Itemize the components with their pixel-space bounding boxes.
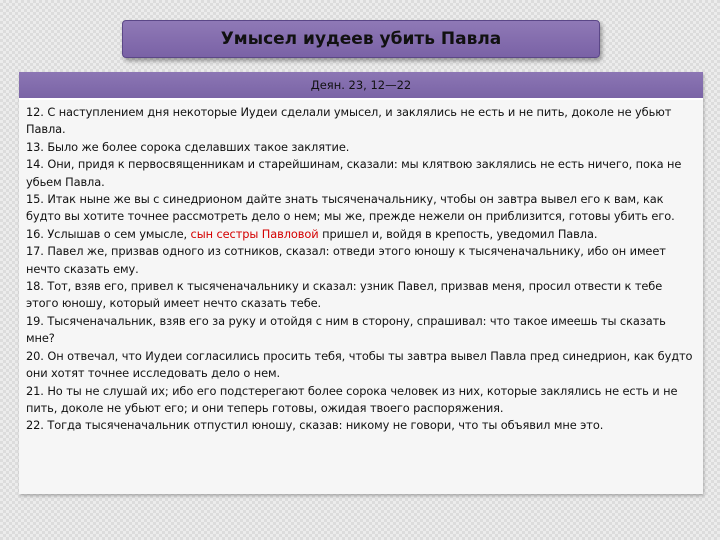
verse-14: 14. Они, придя к первосвященникам и старейшинам, сказали: мы клятвою заклялись не есть ничего, пока не убьем Павла. (26, 157, 682, 189)
verse-16-text-start: 16. Услышав о сем умысле, (26, 226, 191, 241)
verse-16 (26, 226, 695, 243)
verse-20: 20. Он отвечал, что Иудеи согласились просить тебя, чтобы ты завтра вывел Павла пред синедрион, как будто они хотят точнее исследовать дело о нем. (26, 348, 693, 381)
scripture-reference: Деян. 23, 12—22 (310, 78, 412, 92)
verse-17: 17. Павел же, призвав одного из сотников, сказал: отведи этого юношу к тысяченачальнику, ибо он имеет нечто сказать ему. (26, 244, 666, 276)
page-title: Умысел иудеев убить Павла (220, 29, 502, 49)
verse-21: 21. Но ты не слушай их; ибо его подстерегают более сорока человек из них, которые заклялись не есть и не пить, доколе не убьют его; и они теперь готовы, ожидая твоего распоряжения. (26, 383, 678, 415)
reference-bar (19, 72, 703, 100)
title-banner (122, 20, 600, 58)
verse-19: 19. Тысяченачальник, взяв его за руку и отойдя с ним в сторону, спрашивал: что такое имеешь ты сказать мне? (26, 313, 666, 346)
verse-15: 15. Итак ныне же вы с синедрионом дайте знать тысяченачальнику, чтобы он завтра вывел его к вам, как будто вы хотите точнее рассмотреть дело о нем; мы же, прежде нежели он приблизится, готовы убить его. (26, 192, 675, 224)
highlighted-phrase: сын сестры Павловой (190, 226, 319, 241)
verse-16-text-end: пришел и, войдя в крепость, уведомил Павла. (318, 226, 598, 241)
verse-list (19, 100, 703, 435)
verse-22: 22. Тогда тысяченачальник отпустил юношу, сказав: никому не говори, что ты объявил мне это. (26, 418, 604, 433)
verse-12: 12. С наступлением дня некоторые Иудеи сделали умысел, и заклялись не есть и не пить, доколе не убьют Павла. (26, 105, 672, 137)
verse-13: 13. Было же более сорока сделавших такое заклятие. (26, 139, 350, 154)
verse-18: 18. Тот, взяв его, привел к тысяченачальнику и сказал: узник Павел, призвав меня, просил отвести к тебе этого юношу, который имеет нечто сказать тебе. (26, 279, 663, 311)
scripture-panel (19, 72, 703, 494)
